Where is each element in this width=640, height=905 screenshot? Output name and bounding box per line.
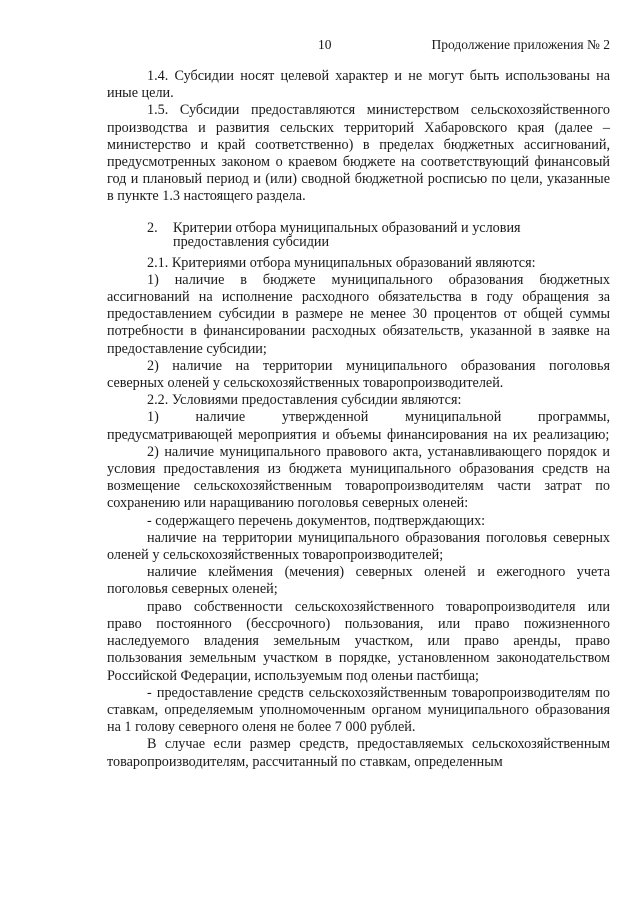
- page-number: 10: [318, 37, 332, 52]
- funds-provision-item: - предоставление средств сельскохозяйственным товаропроизводителям по ставкам, определяемым уполномоченным органом муниципального образования на 1 голову северного оленя не более 7 000 рублей.: [107, 684, 610, 736]
- section-2-title-line1: Критерии отбора муниципальных образований и условия: [173, 219, 521, 236]
- page-header: [0, 36, 640, 54]
- section-2-number: 2.: [147, 219, 158, 236]
- paragraph-1-4: 1.4. Субсидии носят целевой характер и не могут быть использованы на иные цели.: [107, 68, 610, 102]
- criterion-1: 1) наличие в бюджете муниципального образования бюджетных ассигнований на исполнение расходного обязательства в году обращения за предоставлением субсидии в размере не менее 30 процентов от общей суммы потребности в финансировании расходных обязательств, указанной в заявке на предоставление субсидии;: [107, 271, 610, 357]
- document-item-land-rights: право собственности сельскохозяйственного товаропроизводителя или право постоянного (бессрочного) пользования, или право пожизненного наследуемого владения земельным участком, или право аренды, право пользования земельным участком в порядке, установленном законодательством Российской Федерации, используемым под оленьи пастбища;: [107, 598, 610, 684]
- paragraph-2-2: 2.2. Условиями предоставления субсидии являются:: [147, 392, 462, 409]
- paragraph-funds-size: В случае если размер средств, предоставляемых сельскохозяйственным товаропроизводителям, рассчитанный по ставкам, определенным: [107, 736, 610, 770]
- criterion-2: 2) наличие на территории муниципального образования поголовья северных оленей у сельскохозяйственных товаропроизводителей.: [107, 357, 610, 392]
- condition-1: 1) наличие утвержденной муниципальной программы, предусматривающей мероприятия и объемы финансирования на их реализацию;: [107, 409, 610, 443]
- section-2-heading: [107, 221, 610, 249]
- paragraph-1-5: 1.5. Субсидии предоставляются министерством сельскохозяйственного производства и развития сельских территорий Хабаровского края (далее – министерство и край соответственно) в пределах бюджетных ассигнований, предусмотренных законом о краевом бюджете на соответствующий финансовый год и плановый период и (или) сводной бюджетной росписью по цели, указанные в пункте 1.3 настоящего раздела.: [107, 102, 610, 205]
- document-item-reindeer-presence: наличие на территории муниципального образования поголовья северных оленей у сельскохозяйственных товаропроизводителей;: [107, 529, 610, 564]
- document-item-branding: наличие клеймения (мечения) северных оленей и ежегодного учета поголовья северных оленей;: [107, 564, 610, 598]
- section-2-title-line2: предоставления субсидии: [173, 233, 330, 250]
- condition-2: 2) наличие муниципального правового акта, устанавливающего порядок и условия предоставления из бюджета муниципального образования средств на возмещение сельскохозяйственным товаропроизводителям части затрат по сохранению или наращиванию поголовья северных оленей:: [107, 443, 610, 512]
- continuation-label: Продолжение приложения № 2: [431, 37, 610, 52]
- documents-list-intro: - содержащего перечень документов, подтверждающих:: [147, 512, 486, 529]
- paragraph-2-1: 2.1. Критериями отбора муниципальных образований являются:: [147, 254, 536, 271]
- document-body: [107, 68, 610, 771]
